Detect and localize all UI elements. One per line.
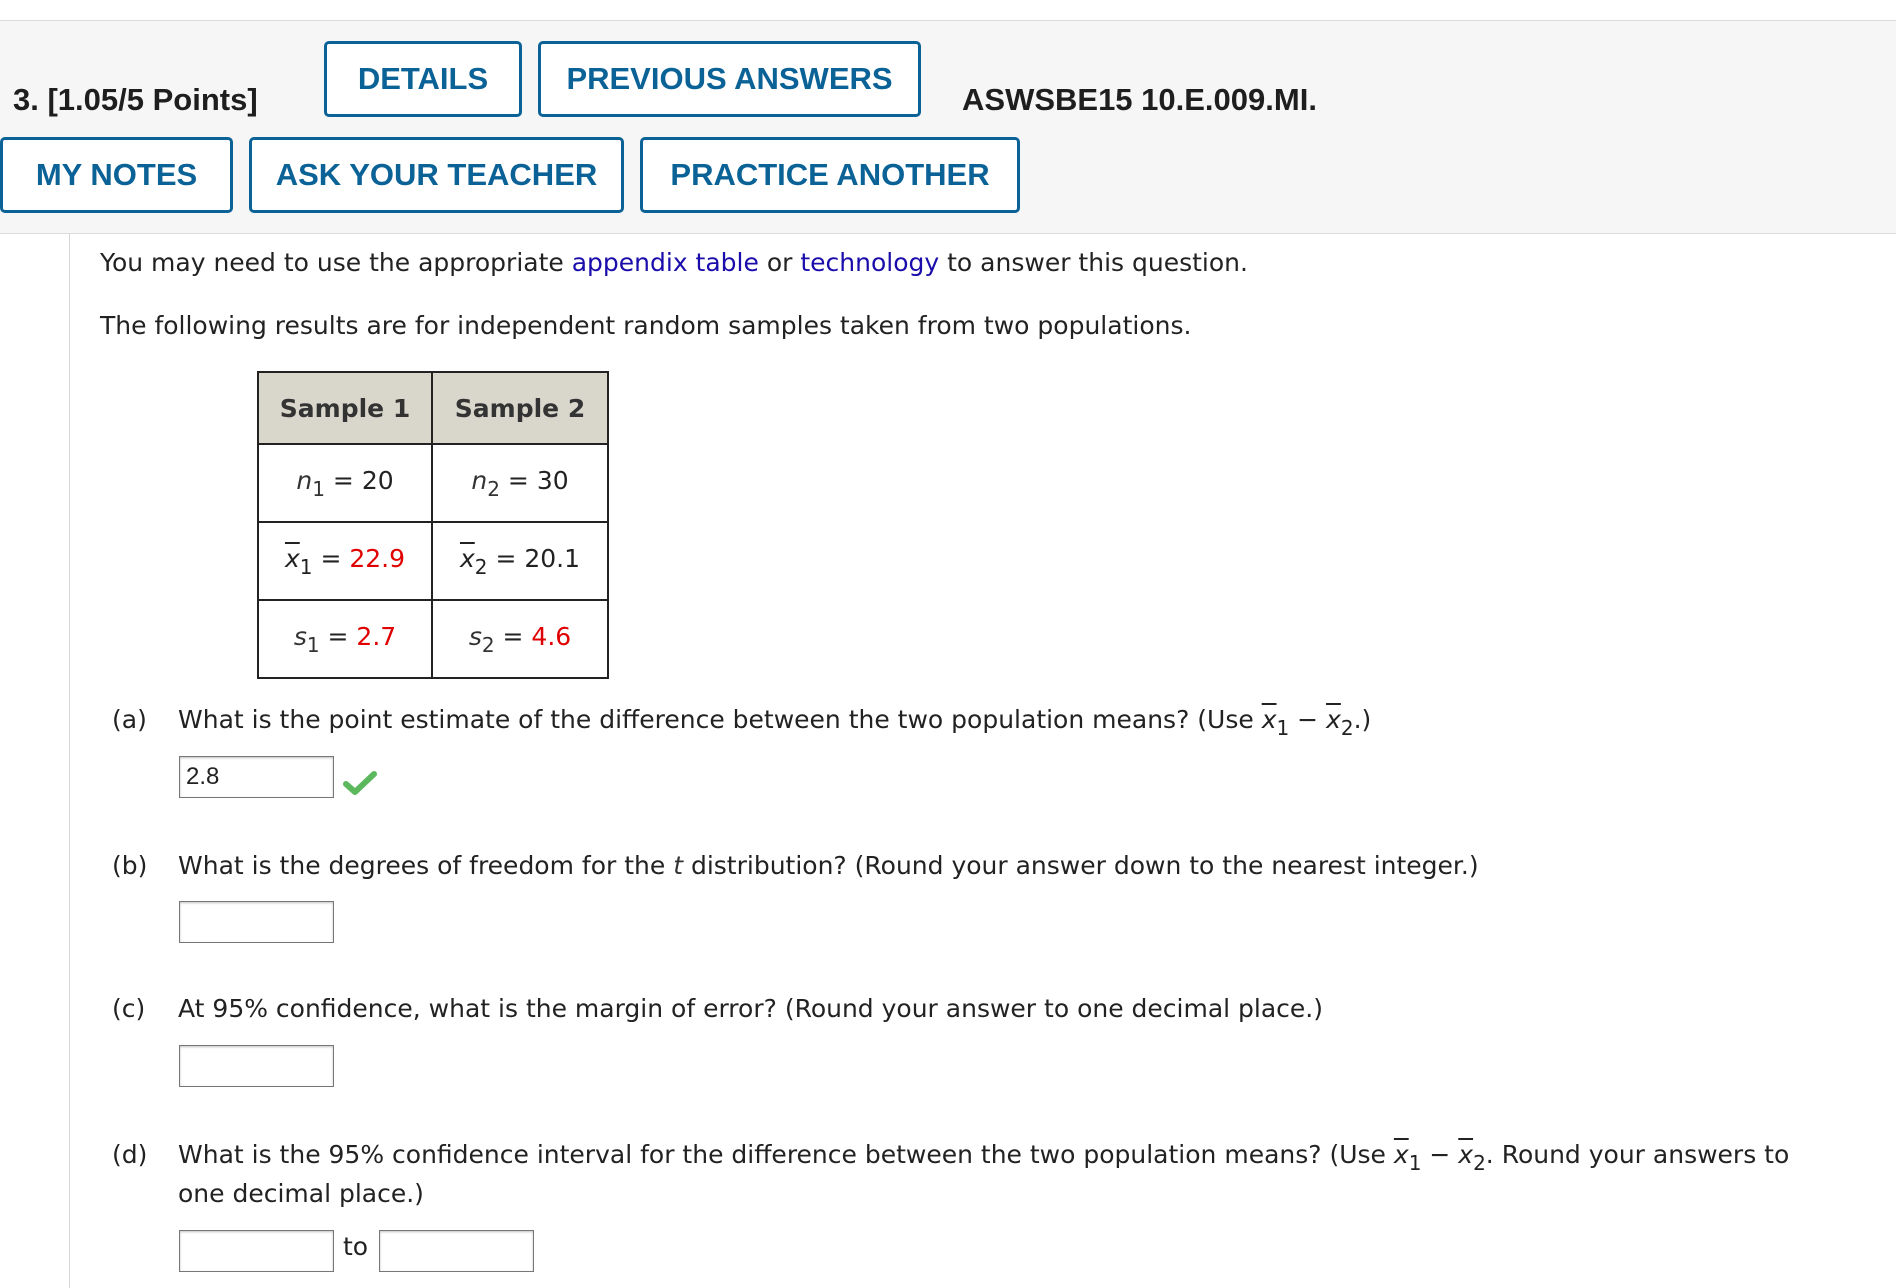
technology-link[interactable]: technology — [800, 248, 940, 277]
s2-cell: $s_2 = 4.6$ — [432, 600, 608, 678]
sample-1-header: Sample 1 — [258, 372, 432, 444]
question-d: (d) What is the 95% confidence interval for the difference between the two population means? (Use $\overline{x}_1 - \overline{x}_2$. Round your answers to — [112, 1140, 1790, 1175]
answer-d-lower-input[interactable] — [179, 1230, 334, 1272]
sample-results-table — [257, 371, 609, 679]
question-c: (c) At 95% confidence, what is the margin of error? (Round your answer to one decimal place.) — [112, 994, 1324, 1023]
details-button[interactable]: DETAILS — [324, 41, 522, 117]
sample-2-header: Sample 2 — [432, 372, 608, 444]
xbar2-cell: $\overline{x}_2 = 20.1$ — [432, 522, 608, 600]
question-header — [0, 20, 1896, 234]
ask-your-teacher-button[interactable]: ASK YOUR TEACHER — [249, 137, 624, 213]
practice-another-button[interactable]: PRACTICE ANOTHER — [640, 137, 1020, 213]
question-body — [0, 234, 1896, 1288]
answer-b-input[interactable] — [179, 901, 334, 943]
answer-c-input[interactable] — [179, 1045, 334, 1087]
intro-line-1: You may need to use the appropriate appendix table or technology to answer this question. — [100, 248, 1248, 277]
s1-cell: $s_1 = 2.7$ — [258, 600, 432, 678]
answer-a-input[interactable] — [179, 756, 334, 798]
question-a: (a) What is the point estimate of the difference between the two population means? (Use $\overline{x}_1 - \overline{x}_2$.) — [112, 705, 1372, 740]
previous-answers-button[interactable]: PREVIOUS ANSWERS — [538, 41, 921, 117]
appendix-table-link[interactable]: appendix table — [571, 248, 759, 277]
check-mark-icon — [343, 770, 377, 796]
question-d-line-2: one decimal place.) — [178, 1179, 424, 1208]
question-number-points: 3. [1.05/5 Points] — [13, 82, 258, 117]
my-notes-button[interactable]: MY NOTES — [0, 137, 233, 213]
question-code: ASWSBE15 10.E.009.MI. — [962, 82, 1317, 117]
answer-d-upper-input[interactable] — [379, 1230, 534, 1272]
intro-line-2: The following results are for independent random samples taken from two populations. — [100, 311, 1192, 340]
interval-to-label: to — [343, 1232, 369, 1261]
question-b: (b) What is the degrees of freedom for the t distribution? (Round your answer down to the nearest integer.) — [112, 851, 1479, 880]
left-divider — [69, 234, 70, 1288]
n1-cell: $n_1 = 20$ — [258, 444, 432, 522]
n2-cell: $n_2 = 30$ — [432, 444, 608, 522]
xbar1-cell: $\overline{x}_1 = 22.9$ — [258, 522, 432, 600]
